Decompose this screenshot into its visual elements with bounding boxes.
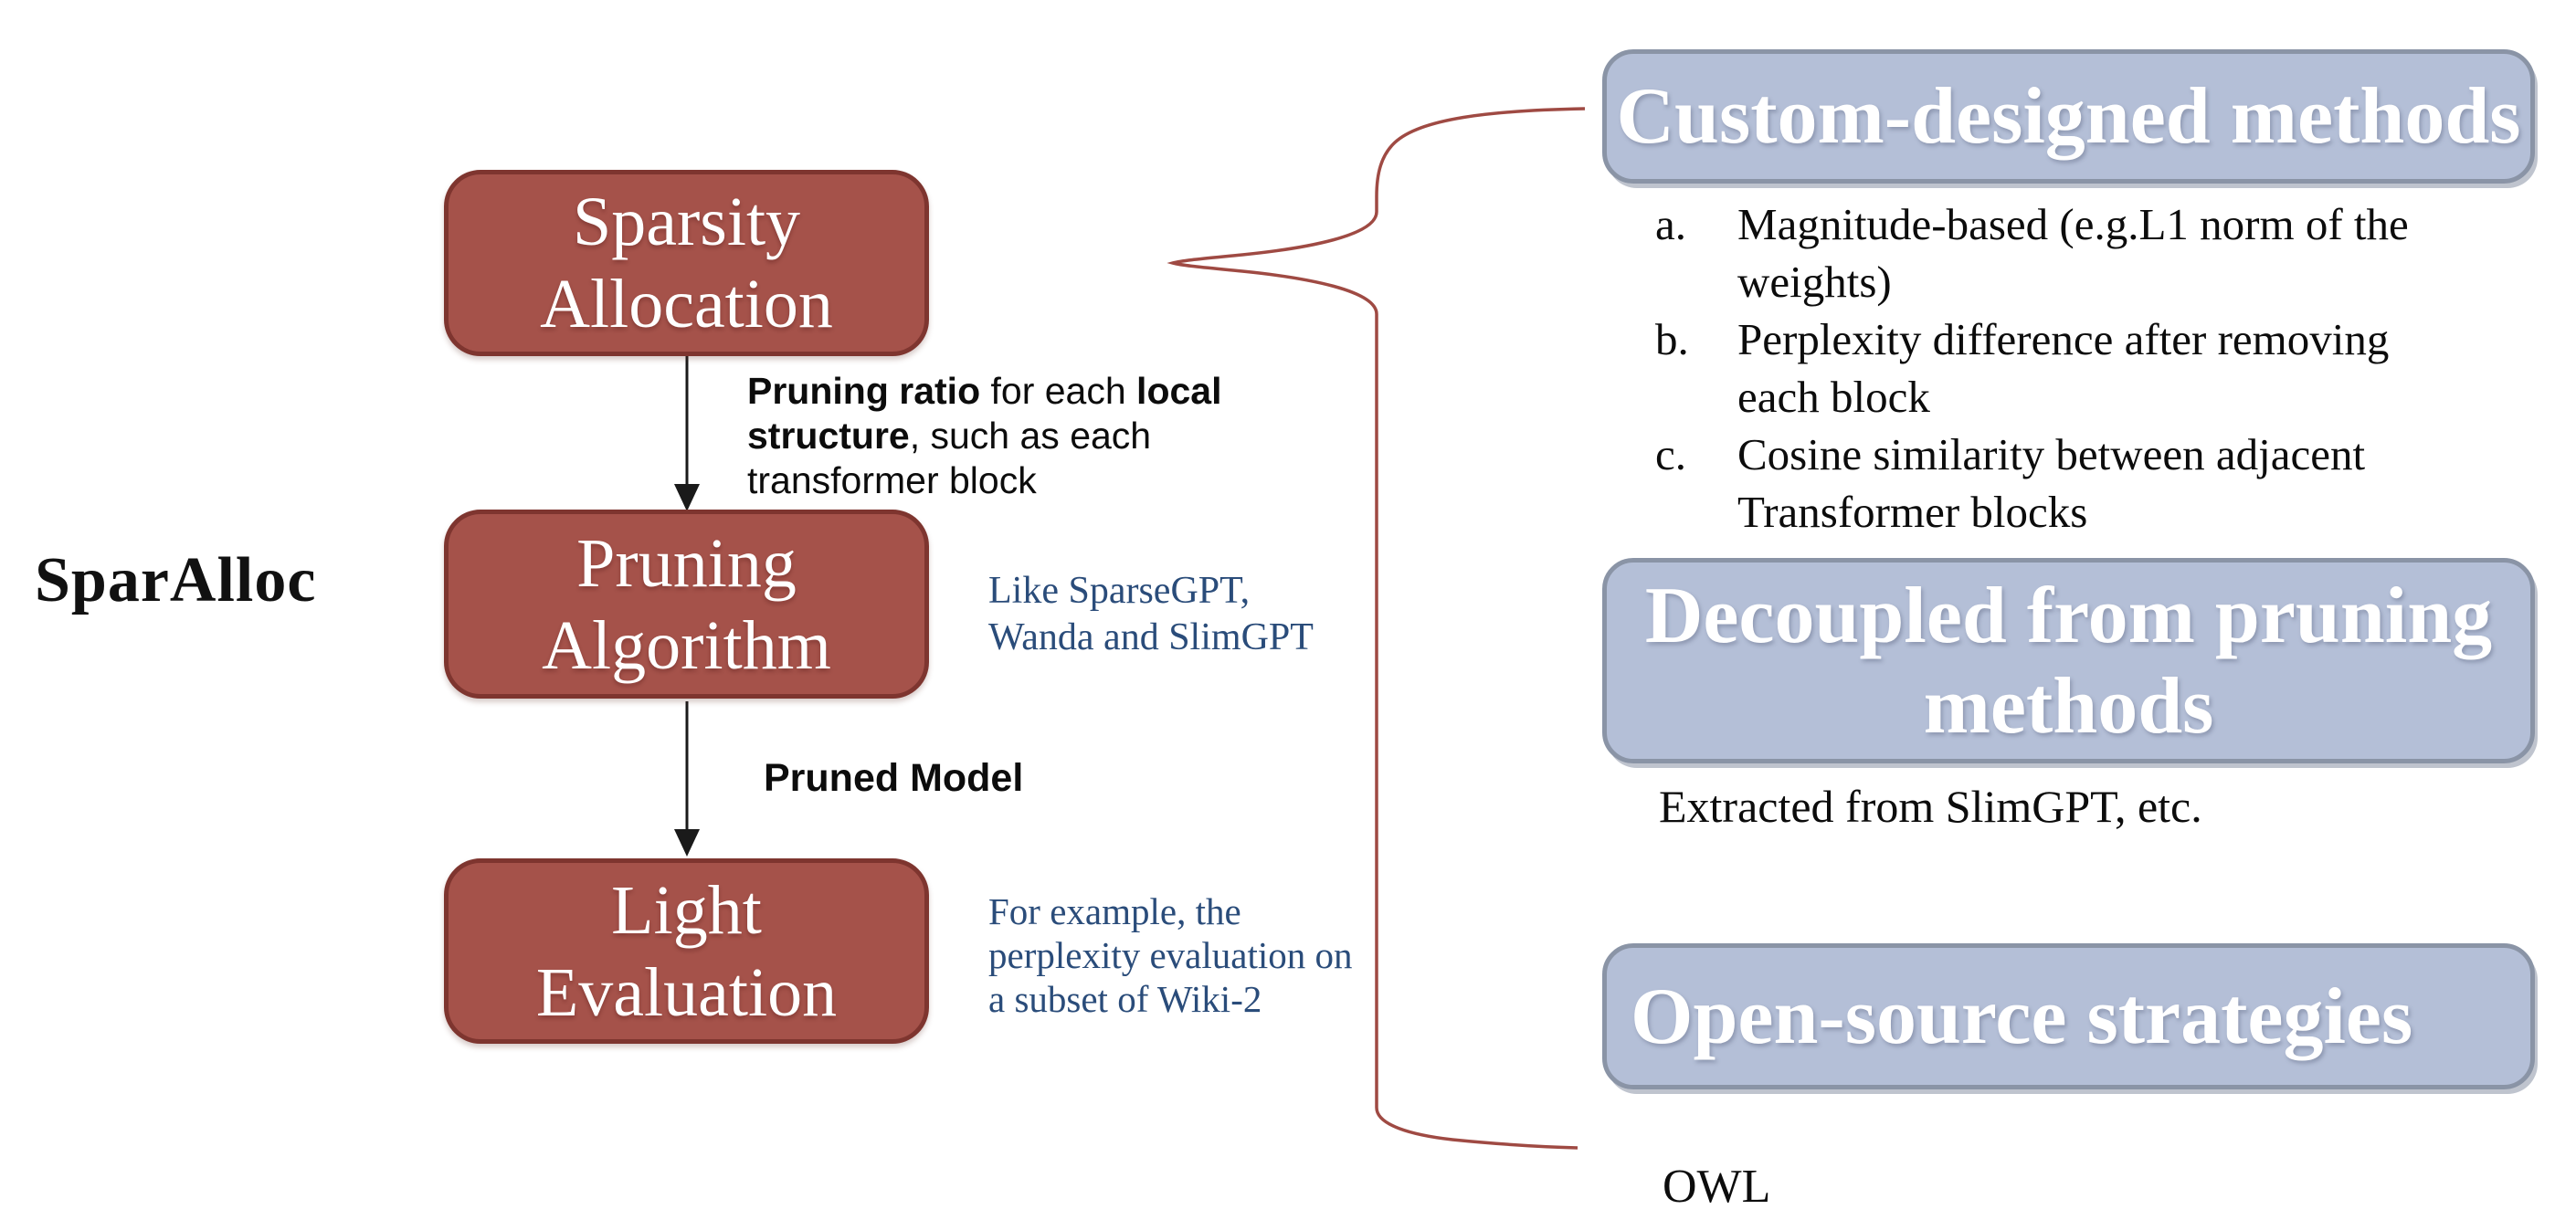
list-marker: b. xyxy=(1655,314,1689,364)
diagram-title: SparAlloc xyxy=(35,545,317,615)
category-box-custom-designed xyxy=(1602,49,2535,184)
flow-box-sparsity-allocation xyxy=(444,170,929,356)
flow-box-line: Pruning xyxy=(576,524,797,602)
edge-label-pruned-model: Pruned Model xyxy=(764,756,1024,800)
flow-box-light-evaluation xyxy=(444,858,929,1044)
flow-box-line: Allocation xyxy=(540,266,833,342)
note-decoupled: Extracted from SlimGPT, etc. xyxy=(1659,781,2202,832)
flow-arrow-1 xyxy=(674,356,700,511)
flow-box-line: Algorithm xyxy=(542,606,831,684)
category-title: Open-source strategies xyxy=(1631,972,2413,1061)
list-item xyxy=(1655,310,2427,426)
list-marker: a. xyxy=(1655,199,1686,249)
list-item xyxy=(1655,195,2427,310)
category-box-decoupled xyxy=(1602,558,2535,763)
list-item xyxy=(1655,426,2427,541)
list-marker: c. xyxy=(1655,429,1686,479)
flow-box-line: Light xyxy=(611,871,762,949)
flow-box-line: Sparsity xyxy=(572,184,801,260)
note-light-evaluation: For example, the perplexity evaluation on a subset of Wiki-2 xyxy=(988,890,1353,1020)
list-item-text: Cosine similarity between adjacent Transformer blocks xyxy=(1737,429,2366,537)
category-title: Custom-designed methods xyxy=(1616,72,2521,161)
edge-label-pruning-ratio: Pruning ratio for each local structure, such as each transformer block xyxy=(747,370,1222,501)
note-pruning-algorithm: Like SparseGPT, Wanda and SlimGPT xyxy=(988,570,1314,658)
list-item-text: Perplexity difference after removing each block xyxy=(1737,314,2390,422)
note-open-source: OWL xyxy=(1663,1161,1771,1213)
flow-box-line: Evaluation xyxy=(535,953,838,1031)
flow-arrow-2 xyxy=(674,701,700,857)
category-box-open-source xyxy=(1602,943,2535,1089)
flow-box-pruning-algorithm xyxy=(444,510,929,699)
list-item-text: Magnitude-based (e.g.L1 norm of the weights) xyxy=(1737,199,2409,307)
custom-methods-list xyxy=(1655,195,2427,541)
category-title: Decoupled from pruning methods xyxy=(1644,571,2493,751)
